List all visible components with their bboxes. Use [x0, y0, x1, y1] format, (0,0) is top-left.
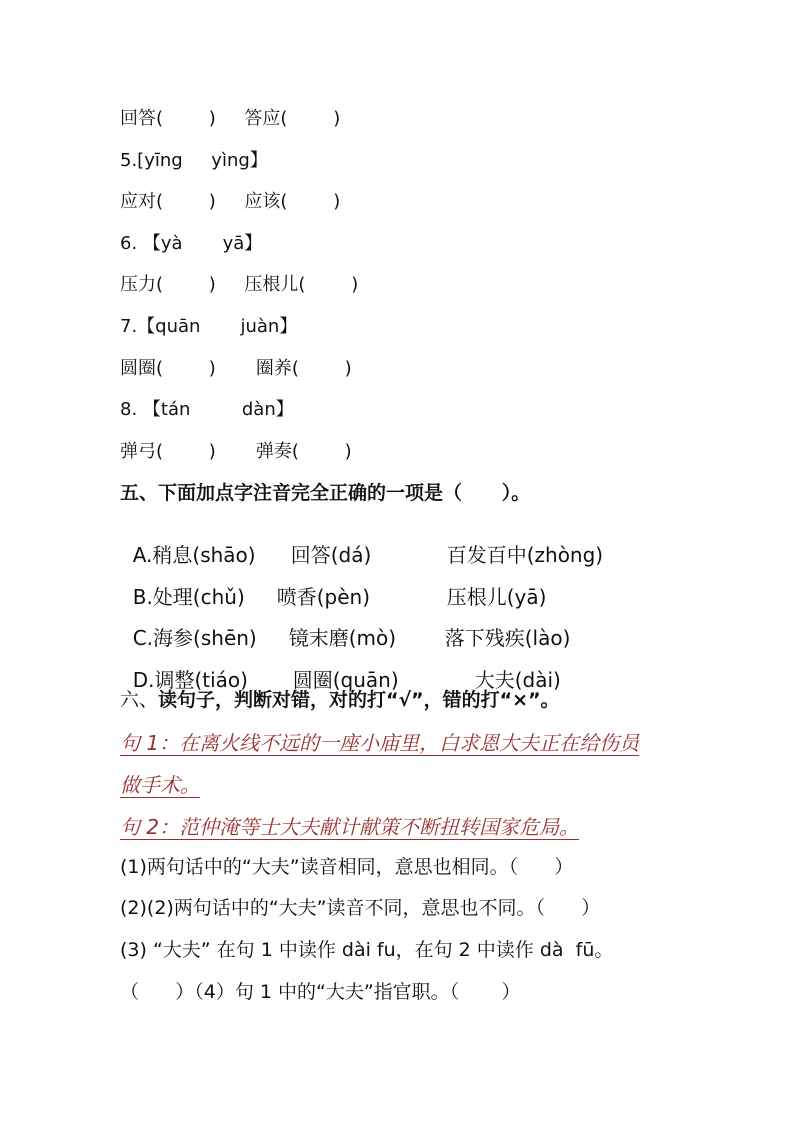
option-b-item-1: B.处理(chǔ) [132, 585, 245, 609]
sentence-2: 句 2：范仲淹等士大夫献计献策不断扭转国家危局。 [120, 815, 580, 839]
pinyin-line-7: 7.【quān juàn】 [120, 316, 298, 337]
word-pair-line-7: 圆圈( ) 圈养( ) [120, 358, 352, 379]
section-6-prefix: 六、 [120, 689, 159, 711]
question-3: (3) “大夫” 在句 1 中读作 dài fu，在句 2 中读作 dà fū。 [120, 939, 614, 961]
option-b-item-2: 喷香(pèn) [276, 585, 370, 609]
option-a-item-2: 回答(dá) [290, 543, 372, 567]
option-d-item-2: 圆圈(quān) [292, 668, 399, 692]
section-6-title-text: 读句子，判断对错，对的打“√”，错的打“×”。 [158, 689, 560, 711]
pinyin-line-8: 8. 【tán dàn】 [120, 399, 294, 420]
question-2: (2)(2)两句话中的“大夫”读音不同，意思也不同。（ ） [120, 897, 601, 919]
option-c-item-2: 镜末磨(mò) [288, 626, 397, 650]
pinyin-line-5: 5.[yīng yìng】 [120, 150, 268, 171]
question-1: (1)两句话中的“大夫”读音相同，意思也相同。（ ） [120, 856, 574, 878]
word-pair-line-8: 弹弓( ) 弹奏( ) [120, 441, 352, 462]
option-b [120, 567, 546, 607]
word-pair-line-1: 回答( ) 答应( ) [120, 108, 341, 129]
word-pair-line-6: 压力( ) 压根儿( ) [120, 274, 359, 295]
option-c [120, 608, 570, 648]
option-c-item-3: 落下残疾(lào) [444, 626, 571, 650]
section-5-title: 五、下面加点字注音完全正确的一项是（ ）。 [120, 482, 531, 504]
word-pair-line-5: 应对( ) 应该( ) [120, 191, 341, 212]
question-4: （ ）（4）句 1 中的“大夫”指官职。（ ） [120, 981, 521, 1003]
option-d-item-1: D.调整(tiáo) [132, 668, 248, 692]
section-6-title [120, 691, 560, 710]
sentence-1-line-1: 句 1：在离火线不远的一座小庙里，白求恩大夫正在给伤员 [120, 731, 640, 755]
option-a-item-1: A.稍息(shāo) [132, 543, 256, 567]
option-d-item-3: 大夫(dài) [474, 668, 561, 692]
option-a-item-3: 百发百中(zhòng) [446, 543, 604, 567]
sentence-1-line-2: 做手术。 [120, 773, 200, 797]
option-c-item-1: C.海参(shēn) [132, 626, 257, 650]
option-a [120, 525, 603, 565]
option-d [120, 650, 561, 690]
pinyin-line-6: 6. 【yà yā】 [120, 233, 263, 254]
option-b-item-3: 压根儿(yā) [446, 585, 547, 609]
